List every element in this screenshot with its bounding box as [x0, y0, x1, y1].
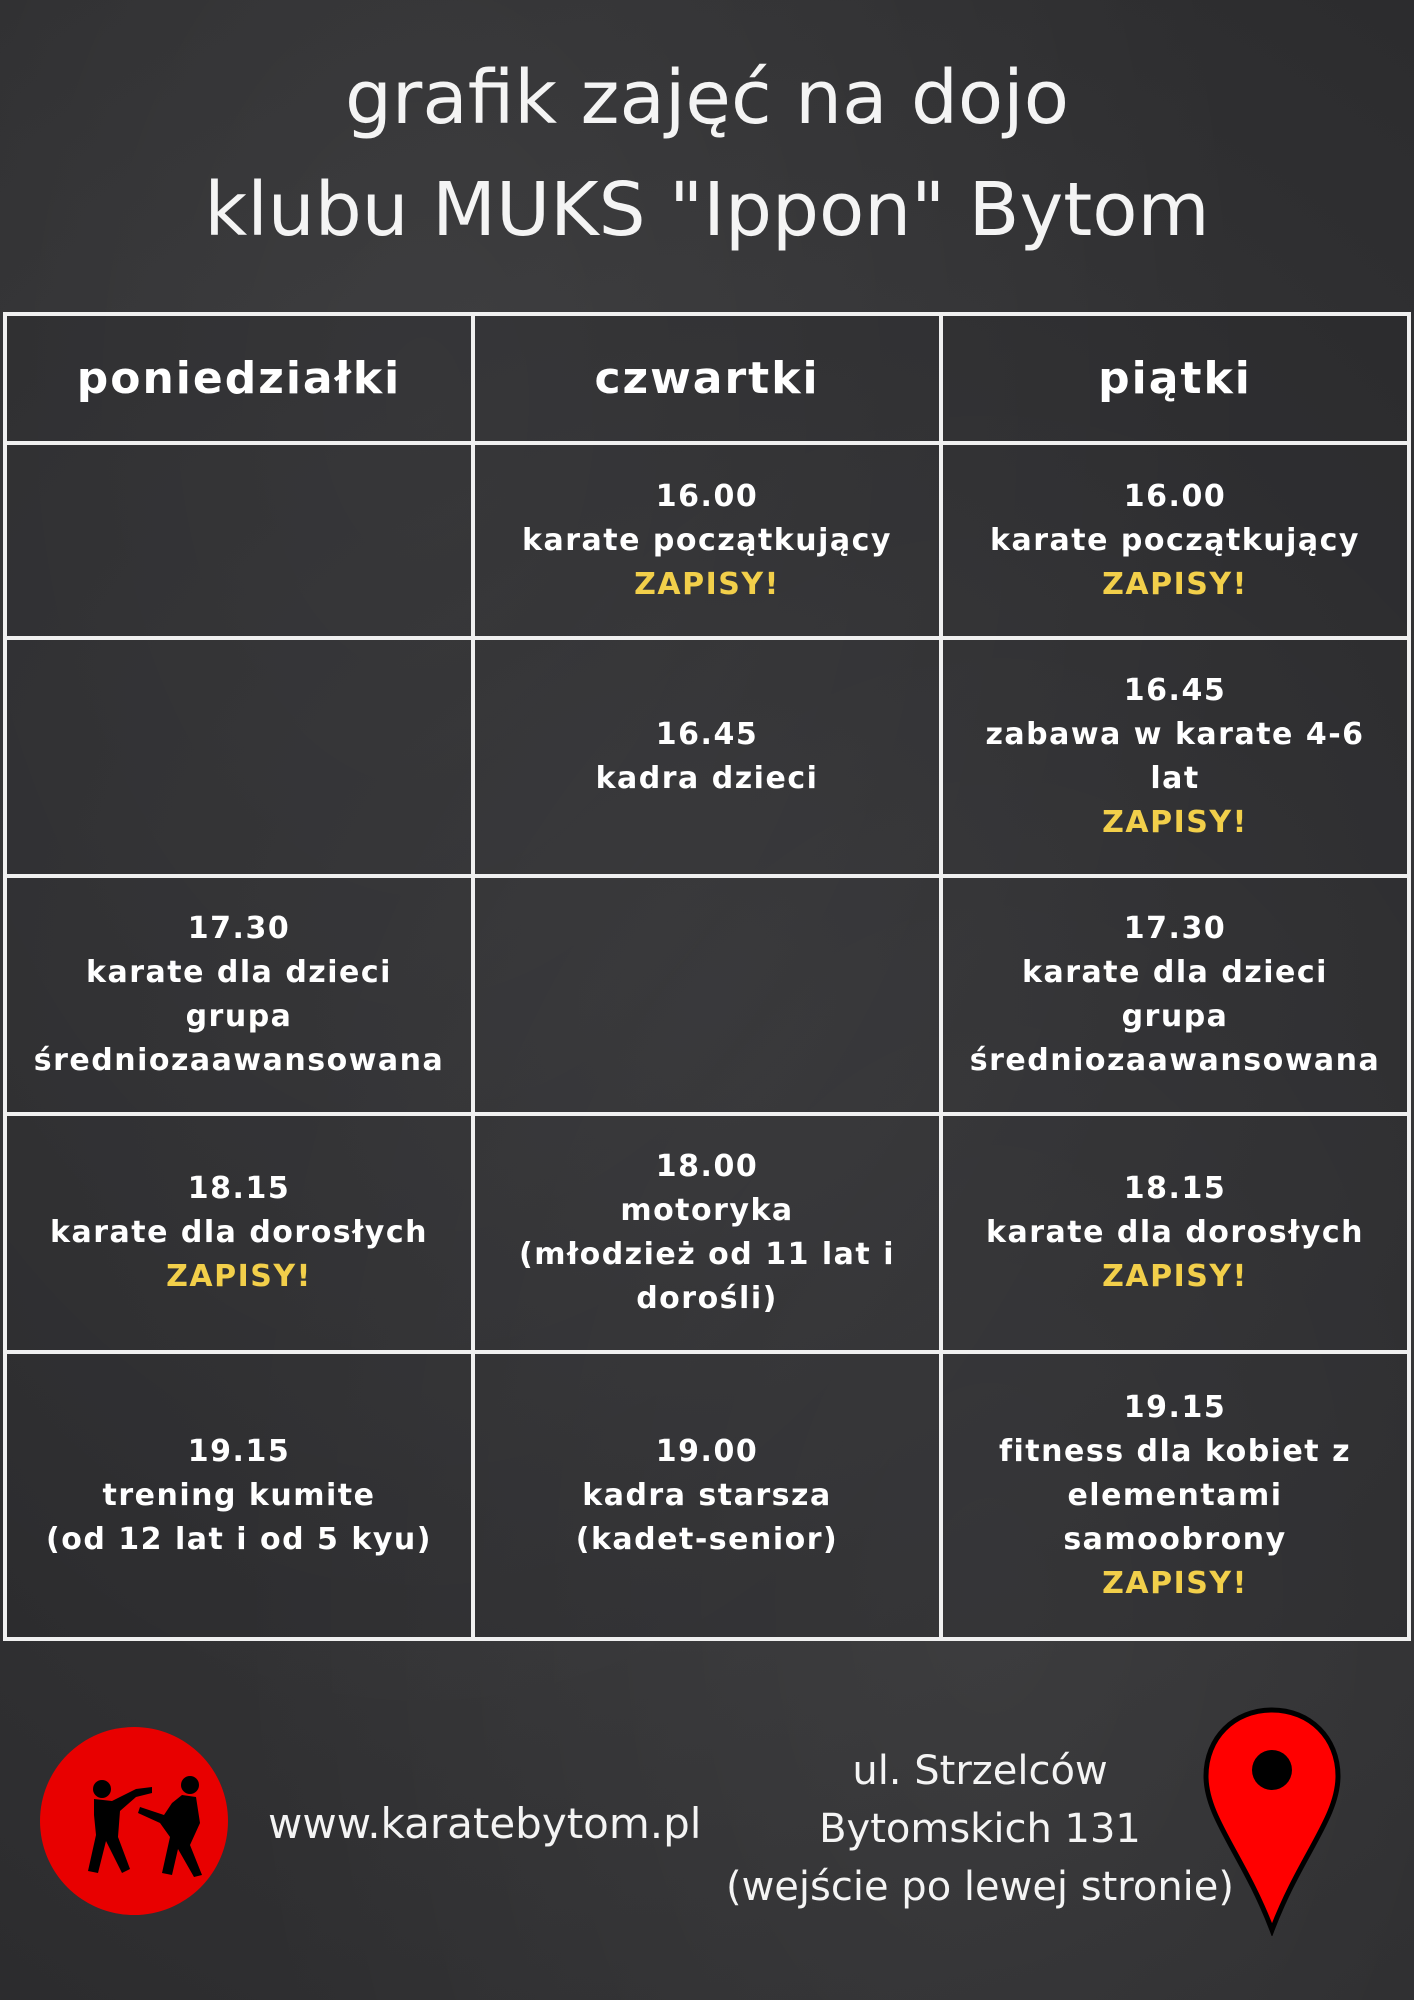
signup-label: ZAPISY! — [1102, 1565, 1248, 1601]
class-text: fitness dla kobiet z — [998, 1433, 1352, 1469]
class-text: (od 12 lat i od 5 kyu) — [46, 1521, 432, 1557]
class-text: elementami — [1067, 1477, 1283, 1513]
class-time: 18.15 — [187, 1171, 291, 1206]
address-line: ul. Strzelców — [852, 1748, 1108, 1794]
schedule-row — [5, 1114, 1409, 1352]
class-cell — [5, 1114, 473, 1352]
address — [720, 1742, 1240, 1916]
class-text: karate dla dorosłych — [50, 1215, 428, 1250]
class-cell — [941, 1114, 1409, 1352]
website-link[interactable]: www.karatebytom.pl — [268, 1799, 702, 1848]
class-text: lat — [1150, 761, 1200, 796]
class-text: dorośli) — [636, 1281, 778, 1316]
schedule-row — [5, 638, 1409, 876]
header-row — [5, 314, 1409, 443]
class-cell — [473, 1114, 941, 1352]
day-header: poniedziałki — [5, 314, 473, 443]
empty-cell — [5, 638, 473, 876]
schedule-body — [5, 443, 1409, 1639]
class-cell — [473, 1352, 941, 1639]
class-text: (kadet-senior) — [575, 1521, 839, 1557]
class-text: karate początkujący — [990, 522, 1360, 558]
title-line-2: klubu MUKS "Ippon" Bytom — [204, 167, 1210, 253]
signup-label: ZAPISY! — [166, 1259, 312, 1294]
address-line: Bytomskich 131 — [819, 1806, 1141, 1852]
class-text: średniozaawansowana — [969, 1043, 1381, 1078]
class-text: grupa — [1121, 999, 1229, 1034]
class-text: trening kumite — [102, 1477, 376, 1513]
class-cell — [941, 1352, 1409, 1639]
schedule-row — [5, 1352, 1409, 1639]
signup-label: ZAPISY! — [1102, 1259, 1248, 1294]
title-line-1: grafik zajęć na dojo — [344, 55, 1070, 141]
class-time: 18.15 — [1123, 1171, 1227, 1206]
class-time: 18.00 — [655, 1149, 759, 1184]
empty-cell — [5, 443, 473, 638]
class-text: zabawa w karate 4-6 — [985, 717, 1365, 752]
day-header: piątki — [941, 314, 1409, 443]
class-text: motoryka — [620, 1193, 794, 1228]
class-cell — [5, 1352, 473, 1639]
class-text: (młodzież od 11 lat i — [518, 1237, 895, 1272]
class-cell — [941, 443, 1409, 638]
class-time: 16.45 — [1123, 673, 1227, 708]
class-text: kadra dzieci — [595, 761, 819, 796]
class-time: 16.00 — [1123, 478, 1227, 514]
class-cell — [941, 876, 1409, 1114]
class-text: karate początkujący — [522, 522, 892, 558]
class-time: 16.00 — [655, 478, 759, 514]
page-title — [0, 42, 1414, 266]
schedule-row — [5, 443, 1409, 638]
empty-cell — [473, 876, 941, 1114]
class-time: 17.30 — [1123, 911, 1227, 946]
class-text: karate dla dzieci — [86, 955, 392, 990]
class-cell — [941, 638, 1409, 876]
signup-label: ZAPISY! — [1102, 805, 1248, 840]
class-time: 19.15 — [187, 1433, 291, 1469]
class-cell — [473, 443, 941, 638]
class-cell — [473, 638, 941, 876]
class-time: 19.15 — [1123, 1389, 1227, 1425]
class-time: 19.00 — [655, 1433, 759, 1469]
signup-label: ZAPISY! — [1102, 566, 1248, 602]
class-text: karate dla dorosłych — [986, 1215, 1364, 1250]
schedule-table — [3, 312, 1411, 1641]
class-text: średniozaawansowana — [33, 1043, 445, 1078]
map-pin-icon — [1198, 1706, 1346, 1936]
class-text: kadra starsza — [582, 1477, 832, 1513]
class-time: 16.45 — [655, 717, 759, 752]
schedule-row — [5, 876, 1409, 1114]
signup-label: ZAPISY! — [634, 566, 780, 602]
address-line: (wejście po lewej stronie) — [725, 1864, 1234, 1910]
class-text: karate dla dzieci — [1022, 955, 1328, 990]
day-header: czwartki — [473, 314, 941, 443]
karate-fighters-logo-icon — [40, 1727, 228, 1915]
class-text: grupa — [185, 999, 293, 1034]
class-time: 17.30 — [187, 911, 291, 946]
class-text: samoobrony — [1063, 1521, 1287, 1557]
class-cell — [5, 876, 473, 1114]
